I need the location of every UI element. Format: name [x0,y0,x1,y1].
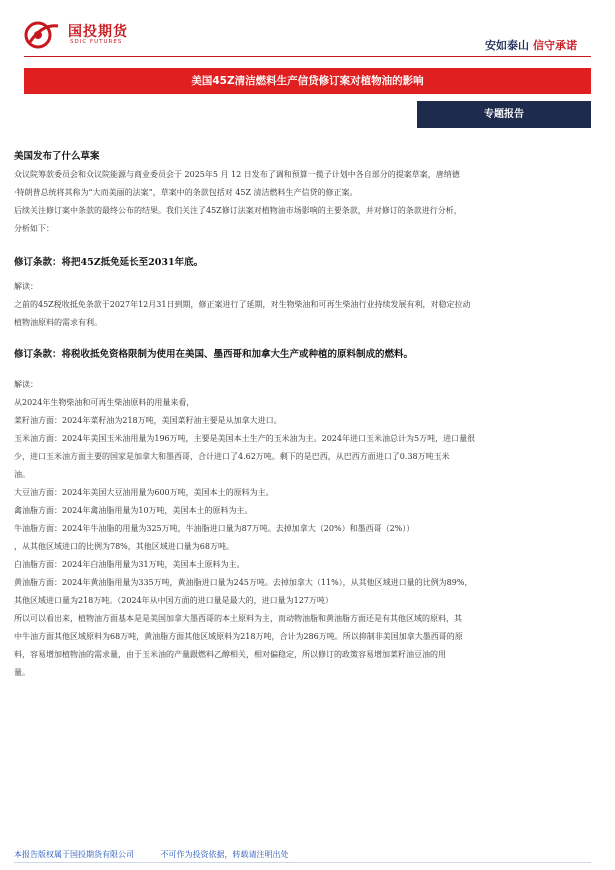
text-line: 其他区域进口量为218万吨。（2024年从中国方面的进口量是最大的，进口量为127万吨） [14,596,333,605]
text-line: 中牛油方面其他区域原料为68万吨，黄油脂方面其他区域原料为218万吨，合计为286万吨。所以抑制非美国加拿大墨西哥的原 [14,632,463,641]
interpretation-label: 解读： [14,380,38,389]
text-line: 众议院筹款委员会和众议院能源与商业委员会于 2025年5 月 12 日发布了调和预算一揽子计划中各自部分的提案草案，唐纳德 [14,170,460,179]
intro-paragraph [14,166,596,238]
slogan [485,37,577,53]
text-line: 菜籽油方面：2024年菜籽油为218万吨，美国菜籽油主要是从加拿大进口。 [14,416,282,425]
report-type-label: 专题报告 [484,109,524,120]
interpretation-label: 解读： [14,282,38,291]
header-divider [24,56,591,57]
report-title: 美国45Z清洁燃料生产信贷修订案对植物油的影响 [191,75,424,87]
report-body [14,148,596,682]
text-line: 料，容易增加植物油的需求量，由于玉米油的产量跟燃料乙醇相关，相对偏稳定，所以修订的政策容易增加菜籽油豆油的用 [14,650,446,659]
text-line: 油。 [14,470,30,479]
page-footer [14,849,596,860]
logo-text-cn: 国投期货 [68,24,128,40]
revision-heading-2: 修订条款：将税收抵免资格限制为使用在美国、墨西哥和加拿大生产或种植的原料制成的燃料。 [14,349,414,360]
text-line: 白油脂方面：2024年白油脂用量为31万吨，美国本土原料为主。 [14,560,245,569]
logo-text-en: SDIC FUTURES [70,39,123,45]
text-line: 分析如下： [14,224,54,233]
text-line: 玉米油方面：2024年美国玉米油用量为196万吨，主要是美国本土生产的玉米油为主。2024年进口玉米油总计为5万吨，进口量很 [14,434,476,443]
report-title-banner [24,68,591,94]
slogan-part-b: 信守承诺 [533,39,577,52]
section-heading: 美国发布了什么草案 [14,151,100,162]
company-logo [24,18,184,52]
text-line: 之前的45Z税收抵免条款于2027年12月31日到期，修正案进行了延期，对生物柴油和可再生柴油行业持续发展有利，对稳定拉动 [14,300,471,309]
revision-heading-1: 修订条款：将把45Z抵免延长至2031年底。 [14,257,204,268]
text-line: 所以可以看出来，植物油方面基本是是美国加拿大墨西哥的本土原料为主，而动物油脂和黄油脂方面还是有其他区域的原料，其 [14,614,462,623]
footer-divider [14,862,591,863]
text-line: 植物油原料的需求有利。 [14,318,102,327]
text-line: 牛油脂方面：2024年牛油脂的用量为325万吨，牛油脂进口量为87万吨。去掉加拿大（20%）和墨西哥（2%）） [14,524,415,533]
text-line: 从2024年生物柴油和可再生柴油原料的用量来看， [14,398,195,407]
text-line: 禽油脂方面：2024年禽油脂用量为10万吨，美国本土的原料为主。 [14,506,253,515]
text-line: 大豆油方面：2024年美国大豆油用量为600万吨，美国本土的原料为主。 [14,488,274,497]
report-type-tag [417,101,591,128]
slogan-part-a: 安如泰山 [485,39,529,52]
text-line: 少，进口玉米油方面主要的国家是加拿大和墨西哥，合计进口了4.62万吨。剩下的是巴西，从巴西方面进口了0.38万吨玉米 [14,452,450,461]
disclaimer-notice: 不可作为投资依据，转载请注明出处 [160,850,289,859]
text-line: ·特朗普总统将其称为“大而美丽的法案”，草案中的条款包括对 45Z 清洁燃料生产信贷的修正案。 [14,188,358,197]
page-header [0,0,615,64]
text-line: 量。 [14,668,30,677]
text-line: 黄油脂方面：2024年黄油脂用量为335万吨，黄油脂进口量为245万吨。去掉加拿大（11%），从其他区域进口量的比例为89%， [14,578,473,587]
logo-mark-icon [24,18,62,52]
text-line: ，从其他区域进口的比例为78%，其他区域进口量为68万吨。 [14,542,234,551]
copyright-notice: 本报告版权属于国投期货有限公司 [14,850,134,859]
text-line: 后续关注修订案中条款的最终公布的结果。我们关注了45Z修订法案对植物油市场影响的主要条款，并对修订的条款进行分析， [14,206,462,215]
